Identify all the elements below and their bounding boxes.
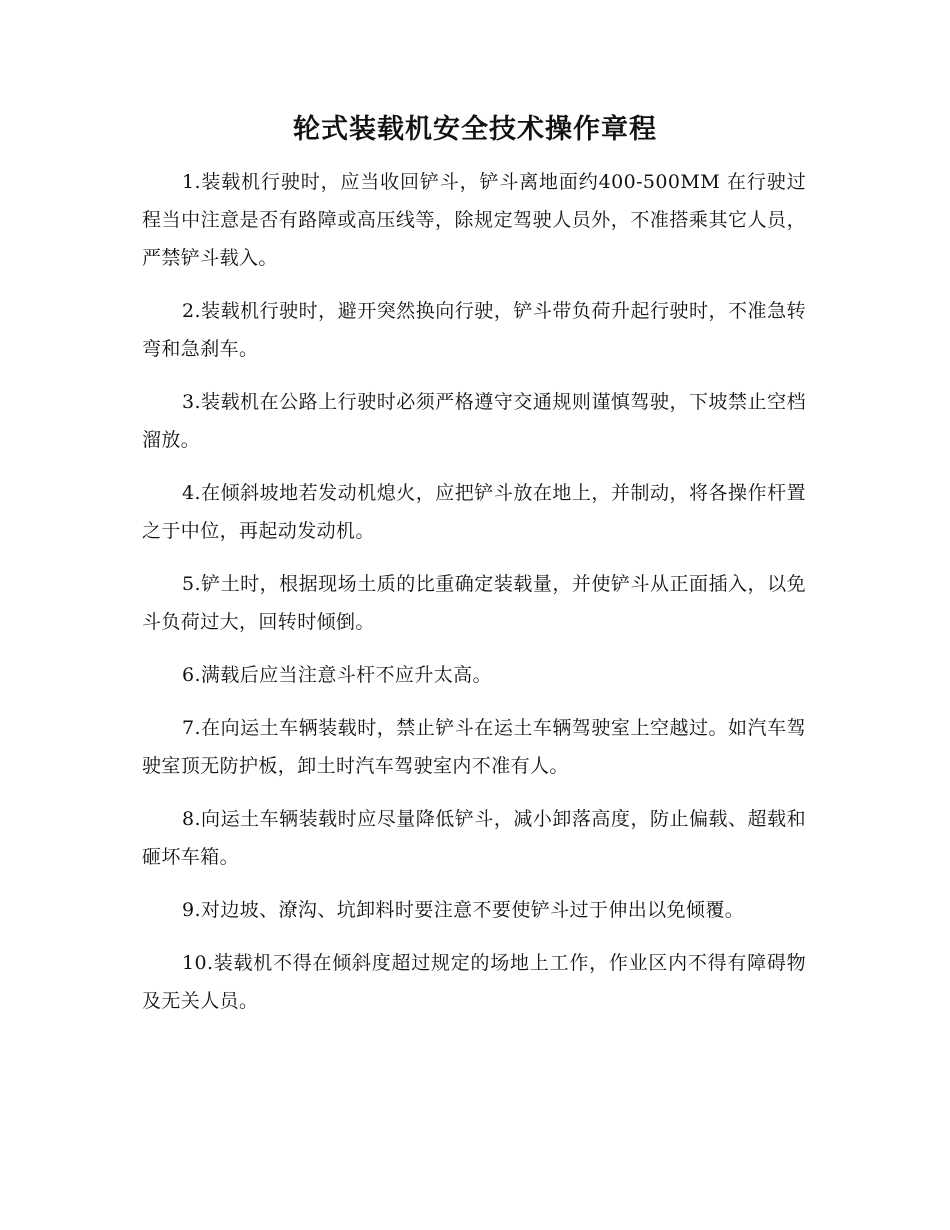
document-title: 轮式装载机安全技术操作章程: [293, 114, 657, 145]
paragraph-2: 2.装载机行驶时，避开突然换向行驶，铲斗带负荷升起行驶时，不准急转弯和急刹车。: [142, 300, 806, 360]
paragraph-9: 9.对边坡、潦沟、坑卸料时要注意不要使铲斗过于伸出以免倾覆。: [182, 899, 745, 921]
paragraph-1: 1.装载机行驶时，应当收回铲斗，铲斗离地面约400-500MM 在行驶过程当中注意是否有路障或高压线等，除规定驾驶人员外，不准搭乘其它人员，严禁铲斗载入。: [142, 171, 806, 269]
paragraph-3: 3.装载机在公路上行驶时必须严格遵守交通规则谨慎驾驶，下坡禁止空档溜放。: [142, 391, 806, 451]
paragraph-5: 5.铲土时，根据现场土质的比重确定装载量，并使铲斗从正面插入，以免斗负荷过大，回转时倾倒。: [142, 573, 806, 633]
paragraph-4: 4.在倾斜坡地若发动机熄火，应把铲斗放在地上，并制动，将各操作杆置之于中位，再起动发动机。: [142, 482, 806, 542]
document-body: [142, 163, 806, 1035]
paragraph-7: 7.在向运土车辆装载时，禁止铲斗在运土车辆驾驶室上空越过。如汽车驾驶室顶无防护板，卸土时汽车驾驶室内不准有人。: [142, 717, 806, 777]
paragraph-8: 8.向运土车辆装载时应尽量降低铲斗，减小卸落高度，防止偏载、超载和砸坏车箱。: [142, 808, 806, 868]
paragraph-6: 6.满载后应当注意斗杆不应升太高。: [182, 664, 492, 686]
paragraph-10: 10.装载机不得在倾斜度超过规定的场地上工作，作业区内不得有障碍物及无关人员。: [142, 952, 806, 1012]
